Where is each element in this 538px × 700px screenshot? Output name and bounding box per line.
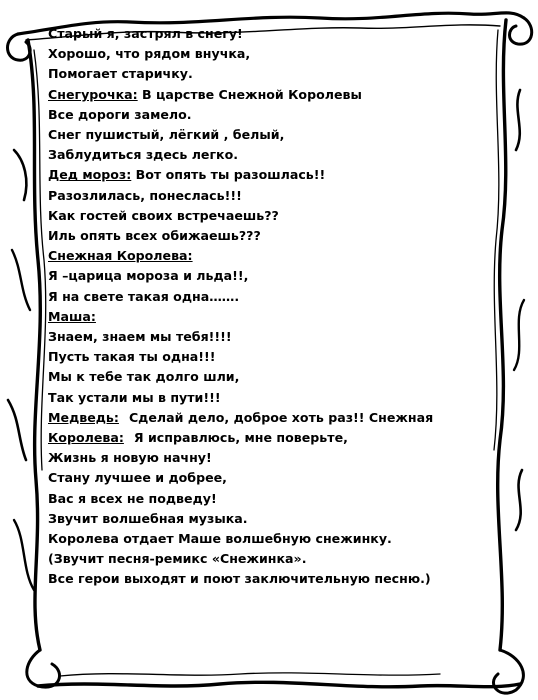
line-text: Знаем, знаем мы тебя!!!! xyxy=(48,329,232,345)
text-line xyxy=(48,125,488,145)
text-line xyxy=(48,448,488,468)
line-text: Все герои выходят и поют заключительную песню.) xyxy=(48,571,431,587)
line-text: Так устали мы в пути!!! xyxy=(48,389,221,405)
line-text: Вас я всех не подведу! xyxy=(48,490,217,506)
text-line xyxy=(48,489,488,509)
line-text: Хорошо, что рядом внучка, xyxy=(48,46,251,62)
line-text: Стану лучшее и добрее, xyxy=(48,470,227,486)
line-text: Вот опять ты разошлась!! xyxy=(131,167,326,183)
text-line xyxy=(48,287,488,307)
line-text: Снег пушистый, лёгкий , белый, xyxy=(48,127,285,143)
line-text: Пусть такая ты одна!!! xyxy=(48,349,216,365)
speaker-label: Снегурочка: xyxy=(48,86,138,102)
text-line xyxy=(48,85,488,105)
text-line xyxy=(48,509,488,529)
text-line xyxy=(48,549,488,569)
text-line xyxy=(48,347,488,367)
line-text: Разозлилась, понеслась!!! xyxy=(48,187,242,203)
script-text xyxy=(48,24,488,590)
line-text: Сделай дело, доброе хоть раз!! Снежная xyxy=(128,409,434,425)
text-line xyxy=(48,388,488,408)
text-line xyxy=(48,266,488,286)
line-text: Звучит волшебная музыка. xyxy=(48,510,248,526)
text-line xyxy=(48,64,488,84)
text-line xyxy=(48,408,488,428)
line-text: Помогает старичку. xyxy=(48,66,193,82)
line-text: Иль опять всех обижаешь??? xyxy=(48,228,261,244)
text-line xyxy=(48,367,488,387)
line-text: Мы к тебе так долго шли, xyxy=(48,369,240,385)
speaker-label: Королева: xyxy=(48,430,124,446)
text-line xyxy=(48,24,488,44)
line-text: Как гостей своих встречаешь?? xyxy=(48,207,279,223)
line-text: Я на свете такая одна……. xyxy=(48,288,240,304)
text-line xyxy=(48,529,488,549)
line-text: Заблудиться здесь легко. xyxy=(48,147,239,163)
line-text: Жизнь я новую начну! xyxy=(48,450,212,466)
speaker-label: Снежная Королева: xyxy=(48,248,193,264)
line-text: Королева отдает Маше волшебную снежинку. xyxy=(48,531,392,547)
line-text: Я –царица мороза и льда!!, xyxy=(48,268,249,284)
text-line xyxy=(48,226,488,246)
line-text: Старый я, застрял в снегу! xyxy=(48,26,243,41)
text-line xyxy=(48,468,488,488)
text-line xyxy=(48,428,488,448)
speaker-label: Медведь: xyxy=(48,409,119,425)
text-line xyxy=(48,165,488,185)
text-line xyxy=(48,246,488,266)
line-text: Все дороги замело. xyxy=(48,106,192,122)
text-line xyxy=(48,569,488,589)
speaker-label: Маша: xyxy=(48,308,96,324)
text-line xyxy=(48,327,488,347)
line-text: (Звучит песня-ремикс «Снежинка». xyxy=(48,551,307,567)
text-line xyxy=(48,186,488,206)
line-text: В царстве Снежной Королевы xyxy=(137,86,362,102)
line-text: Я исправлюсь, мне поверьте, xyxy=(133,430,348,446)
text-line xyxy=(48,307,488,327)
text-line xyxy=(48,44,488,64)
text-line xyxy=(48,145,488,165)
speaker-label: Дед мороз: xyxy=(48,167,132,183)
text-line xyxy=(48,105,488,125)
text-line xyxy=(48,206,488,226)
